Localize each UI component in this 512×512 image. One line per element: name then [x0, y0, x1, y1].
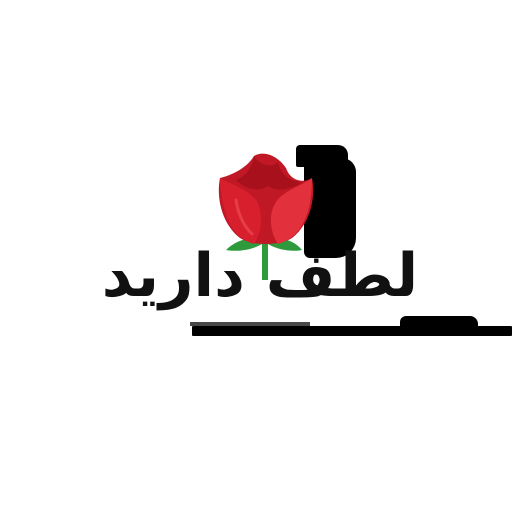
sticker-phrase: لطف دارید — [101, 241, 419, 311]
